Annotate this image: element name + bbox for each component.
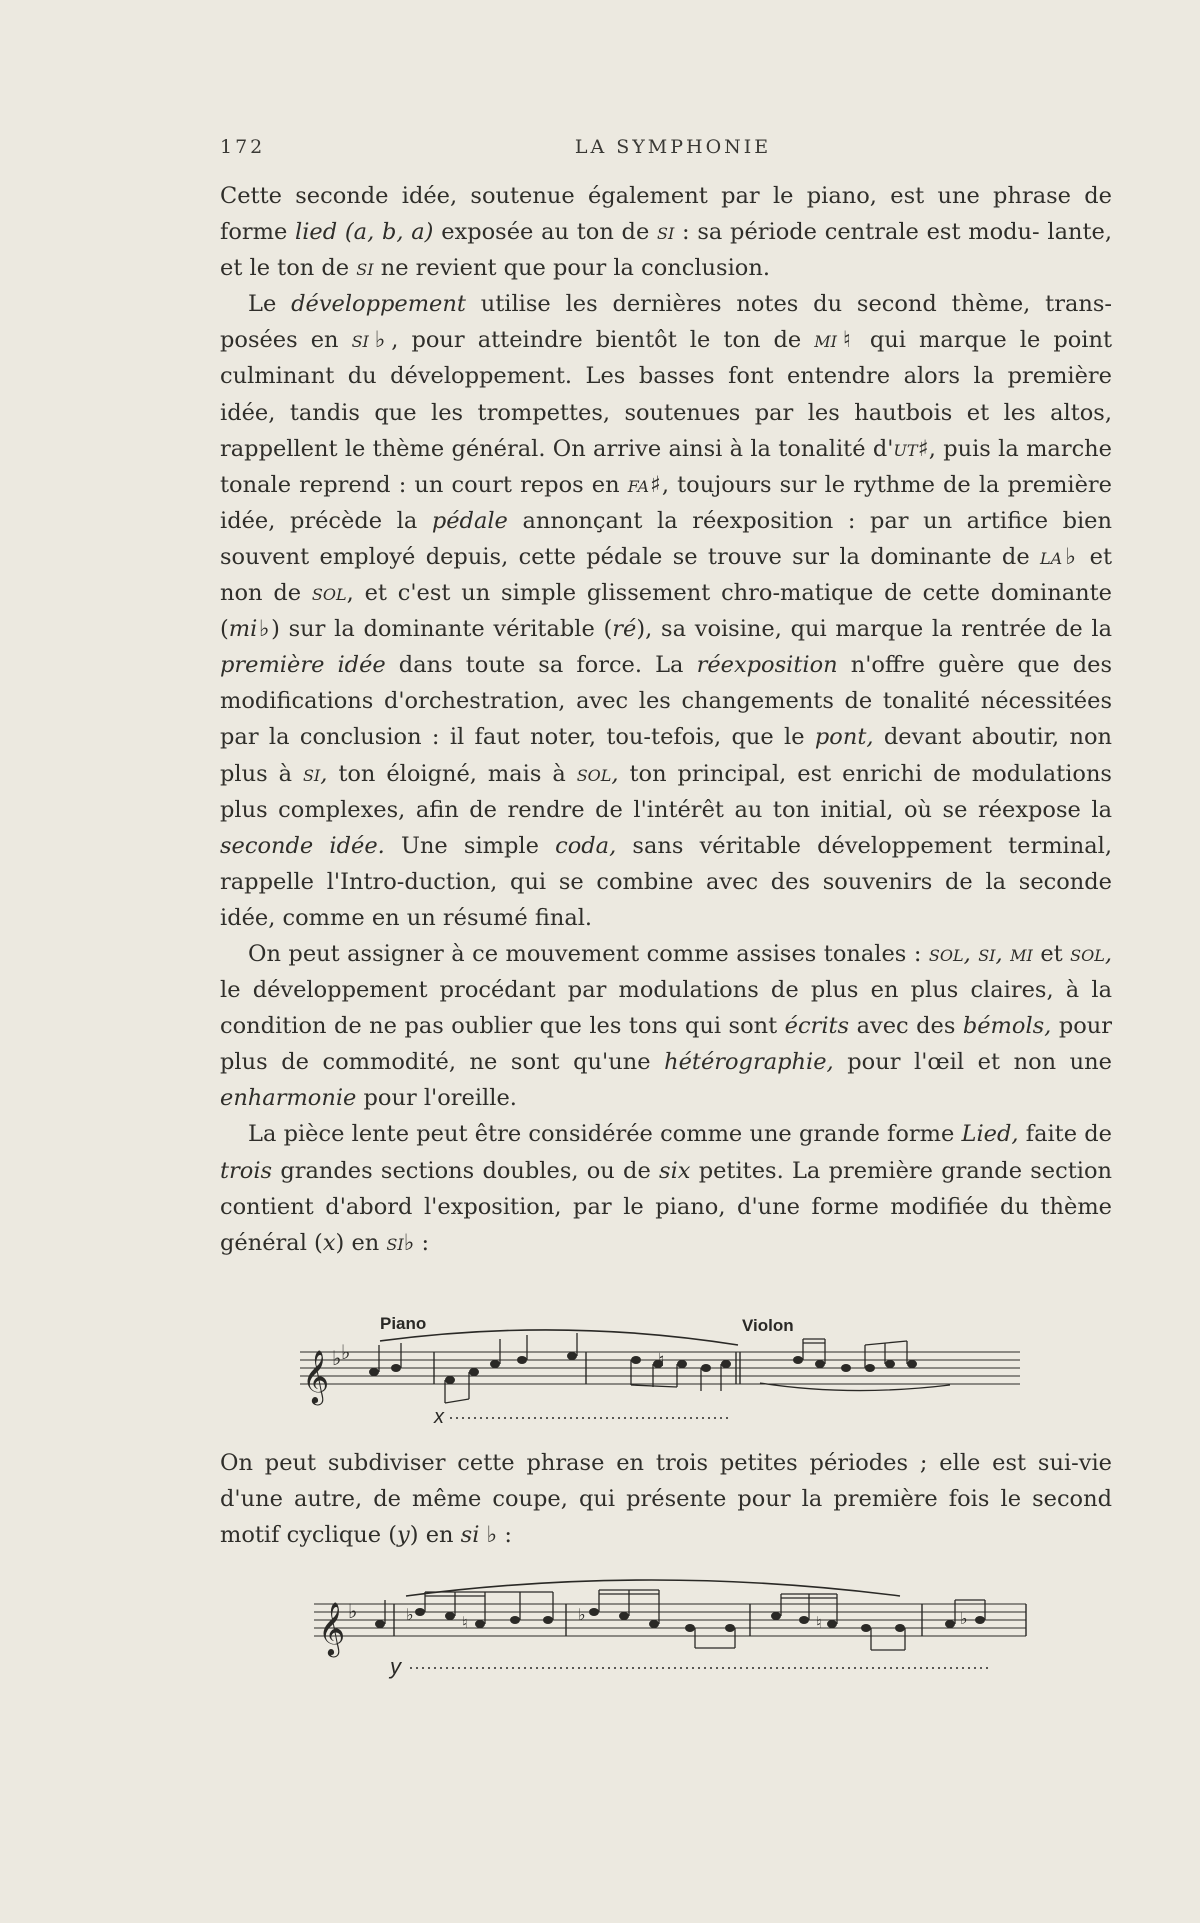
staff-score-1 — [290, 1305, 1030, 1435]
flat-icon: ♭ — [960, 1611, 968, 1628]
treble-clef-icon: 𝄞 — [302, 1350, 330, 1402]
flat-icon: ♭ — [348, 1601, 358, 1623]
label-piano: Piano — [380, 1314, 427, 1333]
natural-icon: ♮ — [658, 1350, 665, 1370]
running-title: LA SYMPHONIE — [574, 136, 772, 158]
paragraph-3: On peut assigner à ce mouvement comme assises tonales : sol, si, mi et sol, le développement procédant par modulations de plus en plus claires, à la condition de ne pas oublier que les tons qui sont écrits avec des bémols, pour plus de commodité, ne sont qu'une hétérographie, pour l'œil et non une enharmonie pour l'oreille. — [220, 940, 1113, 1112]
flat-icon: ♭ — [406, 1607, 414, 1624]
motif-y-label: y — [390, 1654, 401, 1679]
paragraph-4: La pièce lente peut être considérée comme une grande forme Lied, faite de trois grandes sections doubles, ou de six petites. La première grande section contient d'abord l'exposition, par le piano, d'une forme modifiée du thème général (x) en si♭ : — [220, 1121, 1113, 1256]
treble-clef-icon: 𝄞 — [318, 1602, 346, 1654]
motif-x-label: x — [434, 1406, 444, 1428]
flat-icon: ♭ — [578, 1607, 586, 1624]
natural-icon: ♮ — [462, 1615, 468, 1632]
flat-icon: ♭ — [341, 1342, 351, 1364]
phrase-slur-1 — [380, 1330, 738, 1345]
paragraph-2: Le développement utilise les dernières notes du second thème, trans-posées en si♭, pour atteindre bientôt le ton de mi♮ qui marque le point culminant du développement. Les basses font entendre alors la première idée, tandis que les trompettes, soutenues par les hautbois et les altos, rappellent le thème général. On arrive ainsi à la tonalité d'ut♯, puis la marche tonale reprend : un court repos en fa♯, toujours sur le rythme de la première idée, précède la pédale annonçant la réexposition : par un artifice bien souvent employé depuis, cette pédale se trouve sur la dominante de la♭ et non de sol, et c'est un simple glissement chro-matique de cette dominante (mi♭) sur la dominante véritable (ré), sa voisine, qui marque la rentrée de la première idée dans toute sa force. La réexposition n'offre guère que des modifications d'orchestration, avec les changements de tonalité nécessitées par la conclusion : il faut noter, tou-tefois, que le pont, devant aboutir, non plus à si, ton éloigné, mais à sol, ton principal, est enrichi de modulations plus complexes, afin de rendre de l'intérêt au ton initial, où se réexpose la seconde idée. Une simple coda, sans véritable développement terminal, rappelle l'Intro-duction, qui se combine avec des souvenirs de la seconde idée, comme en un résumé final. — [220, 291, 1113, 931]
body-text-block-1 — [220, 178, 1112, 1261]
music-example-2 — [310, 1570, 1030, 1680]
body-text-block-2 — [220, 1445, 1112, 1553]
staff-score-2 — [310, 1570, 1030, 1680]
music-example-1 — [290, 1305, 1030, 1435]
paragraph-1: Cette seconde idée, soutenue également par le piano, est une phrase de forme lied (a, b, a) exposée au ton de si : sa période centrale est modu- lante, et le ton de si ne revient que pour la conclusion. — [220, 183, 1113, 282]
page-header — [220, 136, 1126, 166]
flat-icon: ♭ — [332, 1348, 342, 1370]
page-number: 172 — [220, 136, 266, 158]
natural-icon: ♮ — [816, 1615, 822, 1632]
label-violon: Violon — [742, 1316, 794, 1335]
paragraph-5: On peut subdiviser cette phrase en trois petites périodes ; elle est sui-vie d'une autre, de même coupe, qui présente pour la première fois le second motif cyclique (y) en si ♭ : — [220, 1450, 1112, 1549]
